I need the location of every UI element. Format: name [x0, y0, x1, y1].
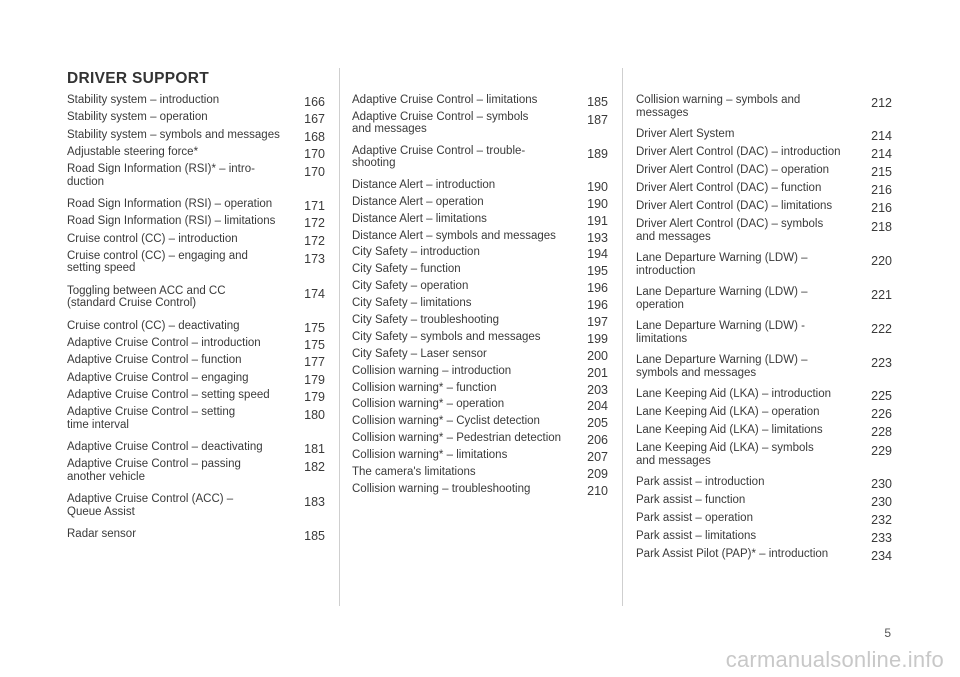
- watermark: carmanualsonline.info: [725, 647, 944, 672]
- toc-entry-page: 210: [587, 483, 608, 498]
- toc-entry-title: Collision warning* – function: [352, 381, 497, 394]
- toc-entry[interactable]: [352, 449, 608, 465]
- toc-column-2: [352, 94, 608, 500]
- toc-entry-page: 174: [304, 286, 325, 301]
- toc-entry[interactable]: [67, 320, 325, 333]
- toc-entry[interactable]: [67, 146, 325, 159]
- toc-entry-page: 168: [304, 129, 325, 144]
- toc-entry[interactable]: [67, 233, 325, 246]
- toc-entry-page: 180: [304, 408, 325, 422]
- toc-entry-title: Radar sensor: [67, 528, 137, 541]
- toc-entry[interactable]: [67, 337, 325, 350]
- toc-entry[interactable]: [352, 246, 608, 262]
- toc-entry-title: Adaptive Cruise Control – passing another vehicle: [67, 458, 241, 483]
- toc-entry[interactable]: [636, 476, 892, 489]
- toc-entry[interactable]: [352, 263, 608, 279]
- toc-entry-page: 234: [871, 549, 892, 563]
- toc-entry[interactable]: [636, 218, 892, 243]
- toc-entry[interactable]: [67, 111, 325, 127]
- toc-entry-page: 197: [587, 315, 608, 330]
- toc-entry[interactable]: [352, 348, 608, 361]
- toc-entry-title: Collision warning – troubleshooting: [352, 482, 531, 495]
- toc-entry-page: 170: [304, 165, 325, 179]
- toc-entry-title: Distance Alert – symbols and messages: [352, 229, 556, 242]
- toc-entry[interactable]: [67, 198, 325, 211]
- toc-entry[interactable]: [636, 164, 892, 177]
- toc-entry-title: Collision warning* – limitations: [352, 449, 508, 462]
- toc-entry[interactable]: [352, 331, 608, 344]
- toc-entry[interactable]: [67, 493, 325, 518]
- toc-entry[interactable]: [352, 432, 608, 448]
- toc-entry-page: 226: [871, 407, 892, 421]
- toc-entry[interactable]: [67, 285, 325, 310]
- toc-entry-title: Road Sign Information (RSI)* – intro- duction: [67, 163, 255, 188]
- toc-entry[interactable]: [352, 314, 608, 330]
- toc-entry-page: 179: [304, 389, 325, 404]
- toc-column-3: [636, 94, 892, 566]
- toc-entry[interactable]: [352, 280, 608, 296]
- toc-entry[interactable]: [67, 441, 325, 454]
- toc-entry-page: 200: [587, 348, 608, 363]
- toc-entry-title: Driver Alert Control (DAC) – symbols and messages: [636, 218, 824, 243]
- toc-entry[interactable]: [636, 494, 892, 507]
- toc-entry[interactable]: [352, 179, 608, 192]
- toc-entry-page: 175: [304, 338, 325, 352]
- toc-entry-title: Stability system – introduction: [67, 94, 220, 106]
- toc-entry-page: 214: [871, 129, 892, 143]
- toc-entry-title: City Safety – troubleshooting: [352, 314, 500, 327]
- toc-entry-page: 191: [587, 213, 608, 228]
- toc-entry-title: Collision warning* – Pedestrian detection: [352, 432, 562, 445]
- toc-entry-page: 170: [304, 146, 325, 161]
- toc-entry-page: 229: [871, 444, 892, 458]
- toc-entry-page: 199: [587, 331, 608, 346]
- toc-entry[interactable]: [67, 372, 325, 385]
- toc-entry-title: Lane Keeping Aid (LKA) – symbols and messages: [636, 442, 814, 467]
- toc-entry-page: 185: [587, 95, 608, 109]
- page-number: 5: [884, 626, 891, 640]
- toc-entry[interactable]: [67, 354, 325, 370]
- toc-entry[interactable]: [636, 512, 892, 525]
- toc-entry-title: Driver Alert Control (DAC) – limitations: [636, 200, 833, 212]
- toc-entry-page: 177: [304, 355, 325, 370]
- toc-entry[interactable]: [636, 182, 892, 195]
- toc-entry-title: Park assist – function: [636, 494, 746, 506]
- toc-entry[interactable]: [352, 415, 608, 431]
- toc-entry-page: 195: [587, 264, 608, 279]
- toc-entry[interactable]: [67, 129, 325, 142]
- toc-entry-title: Cruise control (CC) – deactivating: [67, 319, 240, 332]
- toc-entry[interactable]: [67, 215, 325, 231]
- toc-entry-page: 206: [587, 433, 608, 448]
- toc-entry-title: Lane Departure Warning (LDW) – symbols and messages: [636, 354, 808, 379]
- toc-entry[interactable]: [636, 406, 892, 419]
- toc-entry-title: Collision warning – introduction: [352, 364, 512, 377]
- toc-entry-title: Driver Alert System: [636, 128, 735, 140]
- toc-entry-page: 212: [871, 96, 892, 110]
- toc-entry-page: 172: [304, 216, 325, 231]
- toc-entry-title: Adaptive Cruise Control (ACC) – Queue Assist: [67, 493, 234, 518]
- toc-entry[interactable]: [636, 286, 892, 311]
- toc-entry-page: 185: [304, 529, 325, 544]
- toc-entry[interactable]: [636, 388, 892, 401]
- toc-entry[interactable]: [67, 94, 325, 107]
- toc-entry-title: Adaptive Cruise Control – setting speed: [67, 388, 270, 401]
- toc-entry-page: 190: [587, 196, 608, 211]
- toc-entry-title: Adaptive Cruise Control – limitations: [352, 94, 538, 106]
- toc-entry-page: 207: [587, 450, 608, 465]
- toc-entry-page: 205: [587, 416, 608, 431]
- toc-entry[interactable]: [352, 145, 608, 170]
- toc-entry[interactable]: [67, 528, 325, 544]
- toc-entry-page: 215: [871, 165, 892, 179]
- toc-entry-page: 194: [587, 247, 608, 262]
- toc-entry-title: Stability system – operation: [67, 111, 208, 124]
- toc-entry-title: Park assist – operation: [636, 512, 753, 524]
- toc-entry-page: 166: [304, 95, 325, 109]
- toc-entry-title: Adaptive Cruise Control – symbols and messages: [352, 110, 529, 136]
- toc-entry-title: City Safety – symbols and messages: [352, 330, 541, 343]
- toc-entry-page: 182: [304, 460, 325, 475]
- toc-entry-page: 223: [871, 356, 892, 370]
- toc-entry[interactable]: [636, 442, 892, 467]
- toc-entry-title: Stability system – symbols and messages: [67, 128, 280, 141]
- toc-entry-page: 175: [304, 320, 325, 335]
- toc-entry-title: Adaptive Cruise Control – introduction: [67, 337, 261, 349]
- toc-entry-page: 167: [304, 112, 325, 127]
- toc-entry[interactable]: [352, 213, 608, 226]
- toc-entry-page: 214: [871, 147, 892, 161]
- toc-entry-title: Distance Alert – introduction: [352, 178, 496, 191]
- toc-entry-page: 187: [587, 112, 608, 127]
- toc-entry-page: 228: [871, 425, 892, 439]
- toc-entry-page: 196: [587, 298, 608, 313]
- toc-entry[interactable]: [636, 252, 892, 277]
- toc-entry-title: Park Assist Pilot (PAP)* – introduction: [636, 548, 829, 560]
- toc-entry-page: 218: [871, 220, 892, 234]
- toc-entry[interactable]: [352, 466, 608, 482]
- toc-entry[interactable]: [636, 128, 892, 141]
- toc-entry-title: Lane Keeping Aid (LKA) – operation: [636, 406, 820, 418]
- toc-entry[interactable]: [636, 548, 892, 561]
- toc-entry-title: City Safety – Laser sensor: [352, 347, 487, 360]
- toc-entry-page: 171: [304, 199, 325, 213]
- toc-entry-title: Collision warning – symbols and messages: [636, 94, 801, 119]
- column-divider: [622, 68, 623, 606]
- toc-entry-title: The camera's limitations: [352, 466, 476, 479]
- toc-entry-title: Park assist – introduction: [636, 476, 765, 488]
- toc-entry-page: 209: [587, 467, 608, 482]
- toc-entry-title: Driver Alert Control (DAC) – function: [636, 182, 822, 194]
- toc-entry-title: Park assist – limitations: [636, 530, 757, 542]
- toc-entry-page: 204: [587, 399, 608, 414]
- toc-entry-page: 193: [587, 230, 608, 245]
- toc-entry-page: 203: [587, 382, 608, 397]
- toc-entry-title: Lane Departure Warning (LDW) - limitations: [636, 320, 805, 345]
- toc-entry[interactable]: [636, 424, 892, 437]
- toc-entry-title: Distance Alert – limitations: [352, 212, 487, 225]
- toc-entry-title: City Safety – introduction: [352, 246, 480, 259]
- toc-entry[interactable]: [67, 406, 325, 431]
- toc-entry-title: Toggling between ACC and CC (standard Cruise Control): [67, 284, 226, 310]
- toc-entry[interactable]: [352, 196, 608, 209]
- toc-entry-page: 216: [871, 201, 892, 215]
- toc-entry-page: 232: [871, 513, 892, 527]
- toc-entry[interactable]: [352, 382, 608, 395]
- toc-entry-title: Adaptive Cruise Control – engaging: [67, 371, 249, 384]
- toc-entry-title: Driver Alert Control (DAC) – operation: [636, 164, 830, 176]
- toc-entry-page: 189: [587, 146, 608, 161]
- toc-entry-page: 172: [304, 233, 325, 248]
- toc-entry-title: Adjustable steering force*: [67, 145, 199, 158]
- toc-entry-title: Road Sign Information (RSI) – limitations: [67, 215, 276, 228]
- toc-entry-page: 183: [304, 495, 325, 510]
- toc-entry-page: 221: [871, 288, 892, 302]
- toc-entry[interactable]: [636, 320, 892, 345]
- toc-entry-title: Lane Keeping Aid (LKA) – introduction: [636, 388, 831, 400]
- toc-entry-page: 190: [587, 179, 608, 194]
- toc-entry[interactable]: [636, 530, 892, 543]
- toc-entry-title: Cruise control (CC) – introduction: [67, 232, 238, 245]
- toc-entry-page: 222: [871, 322, 892, 336]
- toc-entry[interactable]: [352, 483, 608, 496]
- toc-entry-title: City Safety – limitations: [352, 297, 472, 310]
- toc-entry[interactable]: [352, 230, 608, 243]
- toc-entry[interactable]: [67, 458, 325, 483]
- toc-entry-page: 196: [587, 281, 608, 296]
- toc-entry-title: Distance Alert – operation: [352, 195, 484, 208]
- toc-entry[interactable]: [352, 365, 608, 378]
- toc-entry-title: Cruise control (CC) – engaging and setting speed: [67, 249, 248, 275]
- toc-entry-page: 230: [871, 495, 892, 509]
- column-divider: [339, 68, 340, 606]
- toc-entry[interactable]: [636, 146, 892, 159]
- toc-entry-title: Lane Departure Warning (LDW) – operation: [636, 286, 808, 311]
- toc-entry-page: 220: [871, 254, 892, 268]
- toc-entry-page: 173: [304, 251, 325, 266]
- toc-entry-title: Adaptive Cruise Control – setting time interval: [67, 406, 236, 431]
- toc-entry[interactable]: [636, 94, 892, 119]
- toc-entry[interactable]: [636, 354, 892, 379]
- toc-entry-page: 216: [871, 183, 892, 197]
- toc-entry[interactable]: [67, 163, 325, 188]
- toc-entry[interactable]: [352, 111, 608, 136]
- toc-entry-title: Collision warning* – Cyclist detection: [352, 415, 540, 428]
- toc-entry-title: City Safety – function: [352, 263, 461, 276]
- toc-entry-page: 230: [871, 477, 892, 491]
- toc-entry-page: 181: [304, 442, 325, 456]
- section-title: DRIVER SUPPORT: [67, 70, 209, 87]
- toc-entry[interactable]: [636, 200, 892, 213]
- toc-entry-title: Lane Departure Warning (LDW) – introduction: [636, 252, 808, 277]
- toc-entry-title: Road Sign Information (RSI) – operation: [67, 198, 273, 210]
- toc-entry[interactable]: [352, 94, 608, 107]
- toc-entry-title: Lane Keeping Aid (LKA) – limitations: [636, 424, 823, 436]
- toc-entry-title: City Safety – operation: [352, 280, 469, 293]
- toc-entry-page: 225: [871, 389, 892, 403]
- toc-entry[interactable]: [67, 389, 325, 402]
- toc-entry[interactable]: [352, 398, 608, 414]
- toc-entry-page: 201: [587, 365, 608, 380]
- toc-entry[interactable]: [67, 250, 325, 275]
- toc-entry-page: 233: [871, 531, 892, 545]
- toc-entry-page: 179: [304, 372, 325, 387]
- toc-column-1: [67, 94, 325, 546]
- toc-entry-title: Adaptive Cruise Control – trouble- shooting: [352, 144, 526, 170]
- toc-entry-title: Adaptive Cruise Control – function: [67, 354, 242, 367]
- toc-entry-title: Collision warning* – operation: [352, 398, 505, 411]
- toc-entry-title: Adaptive Cruise Control – deactivating: [67, 441, 263, 453]
- toc-entry-title: Driver Alert Control (DAC) – introduction: [636, 146, 841, 158]
- toc-entry[interactable]: [352, 297, 608, 313]
